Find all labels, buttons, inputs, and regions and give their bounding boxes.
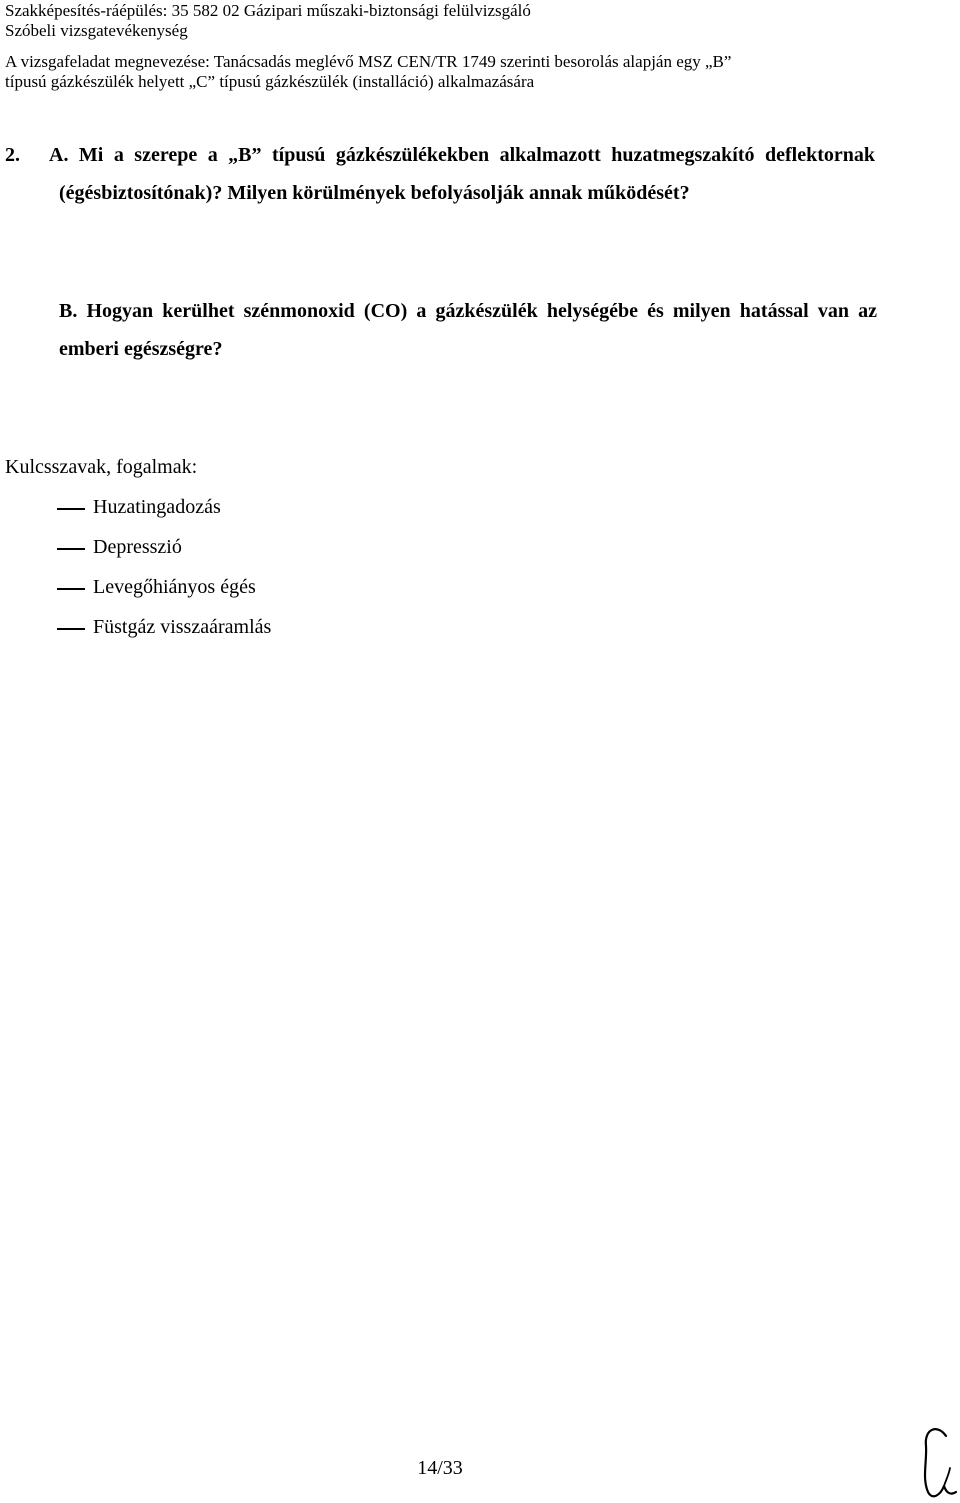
list-item — [5, 572, 605, 612]
header-task-title-cont: típusú gázkészülék helyett „C” típusú gázkészülék (installáció) alkalmazására — [5, 72, 535, 91]
keyword-text: Füstgáz visszaáramlás — [93, 616, 272, 638]
header-exam-type: Szóbeli vizsgatevékenység — [5, 21, 188, 40]
list-item — [5, 612, 605, 652]
list-item — [5, 492, 605, 532]
header-task-title: A vizsgafeladat megnevezése: Tanácsadás meglévő MSZ CEN/TR 1749 szerinti besorolás alapján egy „B” — [5, 52, 732, 71]
list-item — [5, 532, 605, 572]
question-a-text: A. Mi a szerepe a „B” típusú gázkészülékekben alkalmazott huzatmegszakító deflektornak (égésbiztosítónak)? Milyen körülmények befolyásolják annak működését? — [49, 144, 875, 204]
question-part-a — [5, 136, 875, 212]
dash-bullet — [57, 548, 85, 550]
page-number: 14/33 — [417, 1457, 463, 1479]
dash-bullet — [57, 508, 85, 510]
dash-bullet — [57, 588, 85, 590]
question-a-text-wrap — [49, 136, 875, 212]
keyword-text: Levegőhiányos égés — [93, 576, 256, 598]
handwritten-signature — [916, 1422, 960, 1500]
dash-bullet — [57, 628, 85, 630]
question-part-b: B. Hogyan kerülhet szénmonoxid (CO) a gázkészülék helységébe és milyen hatással van az emberi egészségre? — [59, 300, 877, 360]
keywords-section — [5, 452, 605, 652]
keyword-text: Depresszió — [93, 536, 182, 558]
header-qualification: Szakképesítés-ráépülés: 35 582 02 Gázipari műszaki-biztonsági felülvizsgáló — [5, 1, 531, 20]
document-header — [5, 0, 905, 93]
question-number: 2. — [5, 144, 20, 166]
keyword-text: Huzatingadozás — [93, 496, 221, 518]
keywords-list — [5, 492, 605, 652]
keywords-title: Kulcsszavak, fogalmak: — [5, 456, 198, 478]
